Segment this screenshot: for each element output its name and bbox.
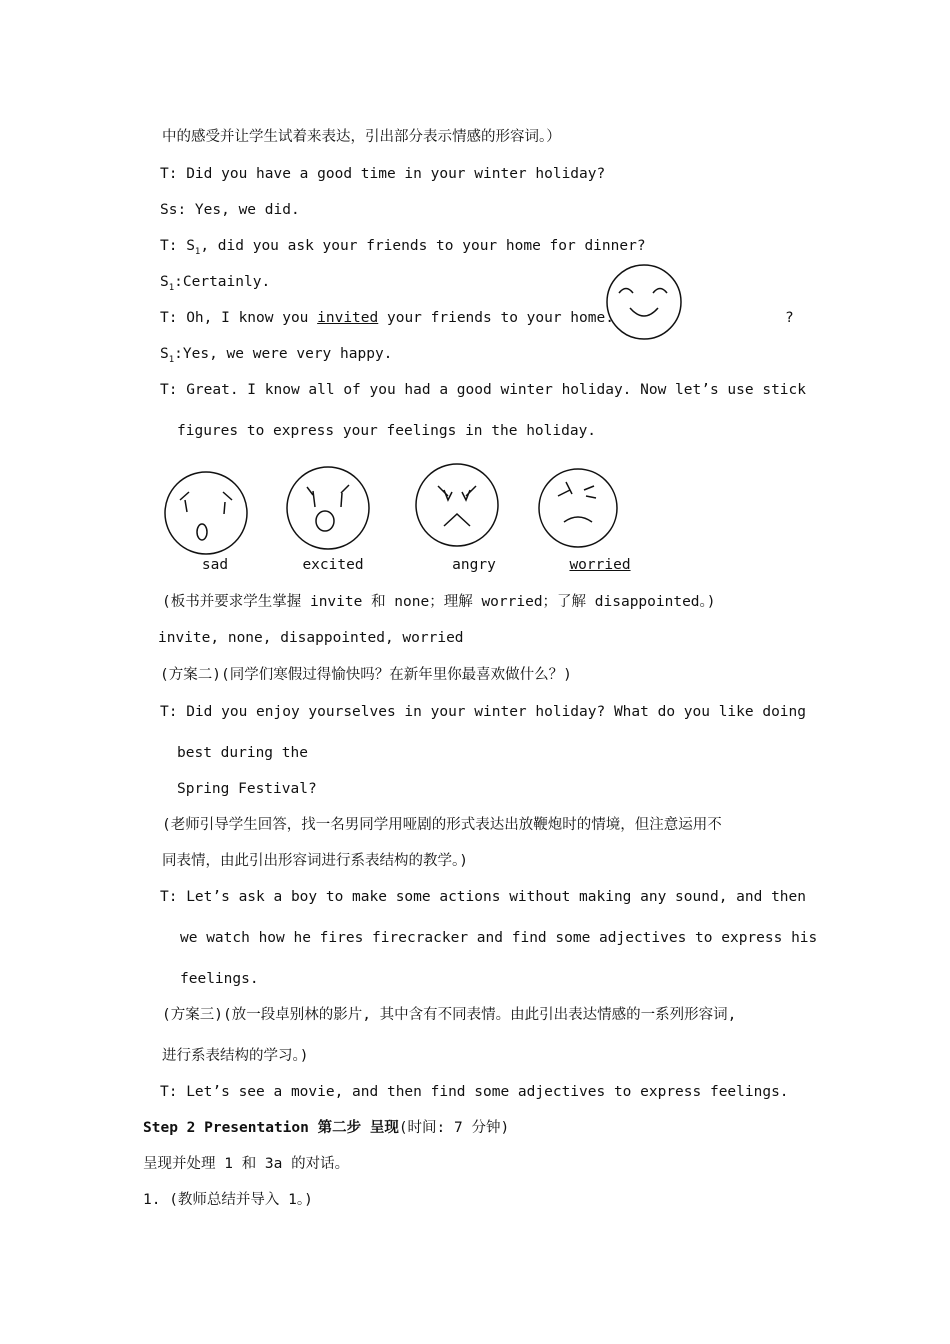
happy-face-icon <box>604 262 684 342</box>
text-line: (方案三)(放一段卓别林的影片, 其中含有不同表情。由此引出表达情感的一系列形容词, <box>162 1007 737 1023</box>
text-line: 同表情，由此引出形容词进行系表结构的教学。) <box>162 853 468 869</box>
text-line: (老师引导学生回答，找一名男同学用哑剧的形式表达出放鞭炮时的情境，但注意运用不 <box>162 817 722 833</box>
dialogue-line <box>160 308 614 328</box>
subscript: 1 <box>168 282 175 293</box>
text-line: (方案二)(同学们寒假过得愉快吗？在新年里你最喜欢做什么？) <box>160 667 572 683</box>
text-line: 中的感受并让学生试着来表达，引出部分表示情感的形容词。） <box>162 129 561 145</box>
dialogue-line: T: Let’s ask a boy to make some actions without making any sound, and then <box>160 889 807 905</box>
subscript: 1 <box>194 246 201 257</box>
dialogue-line: Spring Festival? <box>177 781 317 797</box>
worried-face-icon <box>536 466 620 550</box>
face-caption-excited: excited <box>302 557 364 573</box>
dialogue-line <box>160 272 270 298</box>
dialogue-line: best during the <box>177 745 308 761</box>
speaker: S <box>160 346 169 362</box>
dialogue-line: T: Did you have a good time in your winter holiday? <box>160 166 606 182</box>
dialogue-line: T: Great. I know all of you had a good winter holiday. Now let’s use stick <box>160 382 807 398</box>
text-line: 呈现并处理 1 和 3a 的对话。 <box>143 1156 350 1172</box>
speaker: S <box>160 274 169 290</box>
line-text: :Yes, we were very happy. <box>174 346 393 362</box>
question-mark: ? <box>785 310 794 326</box>
dialogue-line: Ss: Yes, we did. <box>160 202 300 218</box>
dialogue-line <box>160 344 392 370</box>
line-text: your friends to your home. <box>378 310 614 326</box>
face-caption-worried: worried <box>569 557 631 573</box>
underlined-word: invited <box>317 310 379 326</box>
dialogue-line: figures to express your feelings in the holiday. <box>177 423 597 439</box>
line-text: :Certainly. <box>174 274 271 290</box>
step-heading <box>143 1118 509 1138</box>
line-text: , did you ask your friends to your home for dinner? <box>200 238 646 254</box>
dialogue-line: feelings. <box>180 971 259 987</box>
step-title: Step 2 Presentation 第二步 呈现 <box>143 1120 399 1136</box>
dialogue-line: we watch how he fires firecracker and find some adjectives to express his <box>180 930 818 946</box>
dialogue-line: T: Did you enjoy yourselves in your winter holiday? What do you like doing <box>160 704 807 720</box>
face-caption-sad: sad <box>201 557 229 573</box>
excited-face-icon <box>285 465 371 551</box>
step-time: (时间: 7 分钟) <box>398 1120 510 1136</box>
text-line: 1. (教师总结并导入 1。) <box>143 1192 313 1208</box>
angry-face-icon <box>414 462 500 548</box>
vocab-line: invite, none, disappointed, worried <box>158 630 464 646</box>
text-line: 进行系表结构的学习。) <box>162 1048 309 1064</box>
line-text: T: Oh, I know you <box>160 310 318 326</box>
sad-face-icon <box>163 470 249 556</box>
dialogue-line: T: Let’s see a movie, and then find some adjectives to express feelings. <box>160 1084 789 1100</box>
text-line: (板书并要求学生掌握 invite 和 none；理解 worried；了解 disappointed。) <box>162 594 716 610</box>
subscript: 1 <box>168 354 175 365</box>
speaker: T: S <box>160 238 195 254</box>
face-caption-angry: angry <box>452 557 496 573</box>
dialogue-line <box>160 236 646 262</box>
